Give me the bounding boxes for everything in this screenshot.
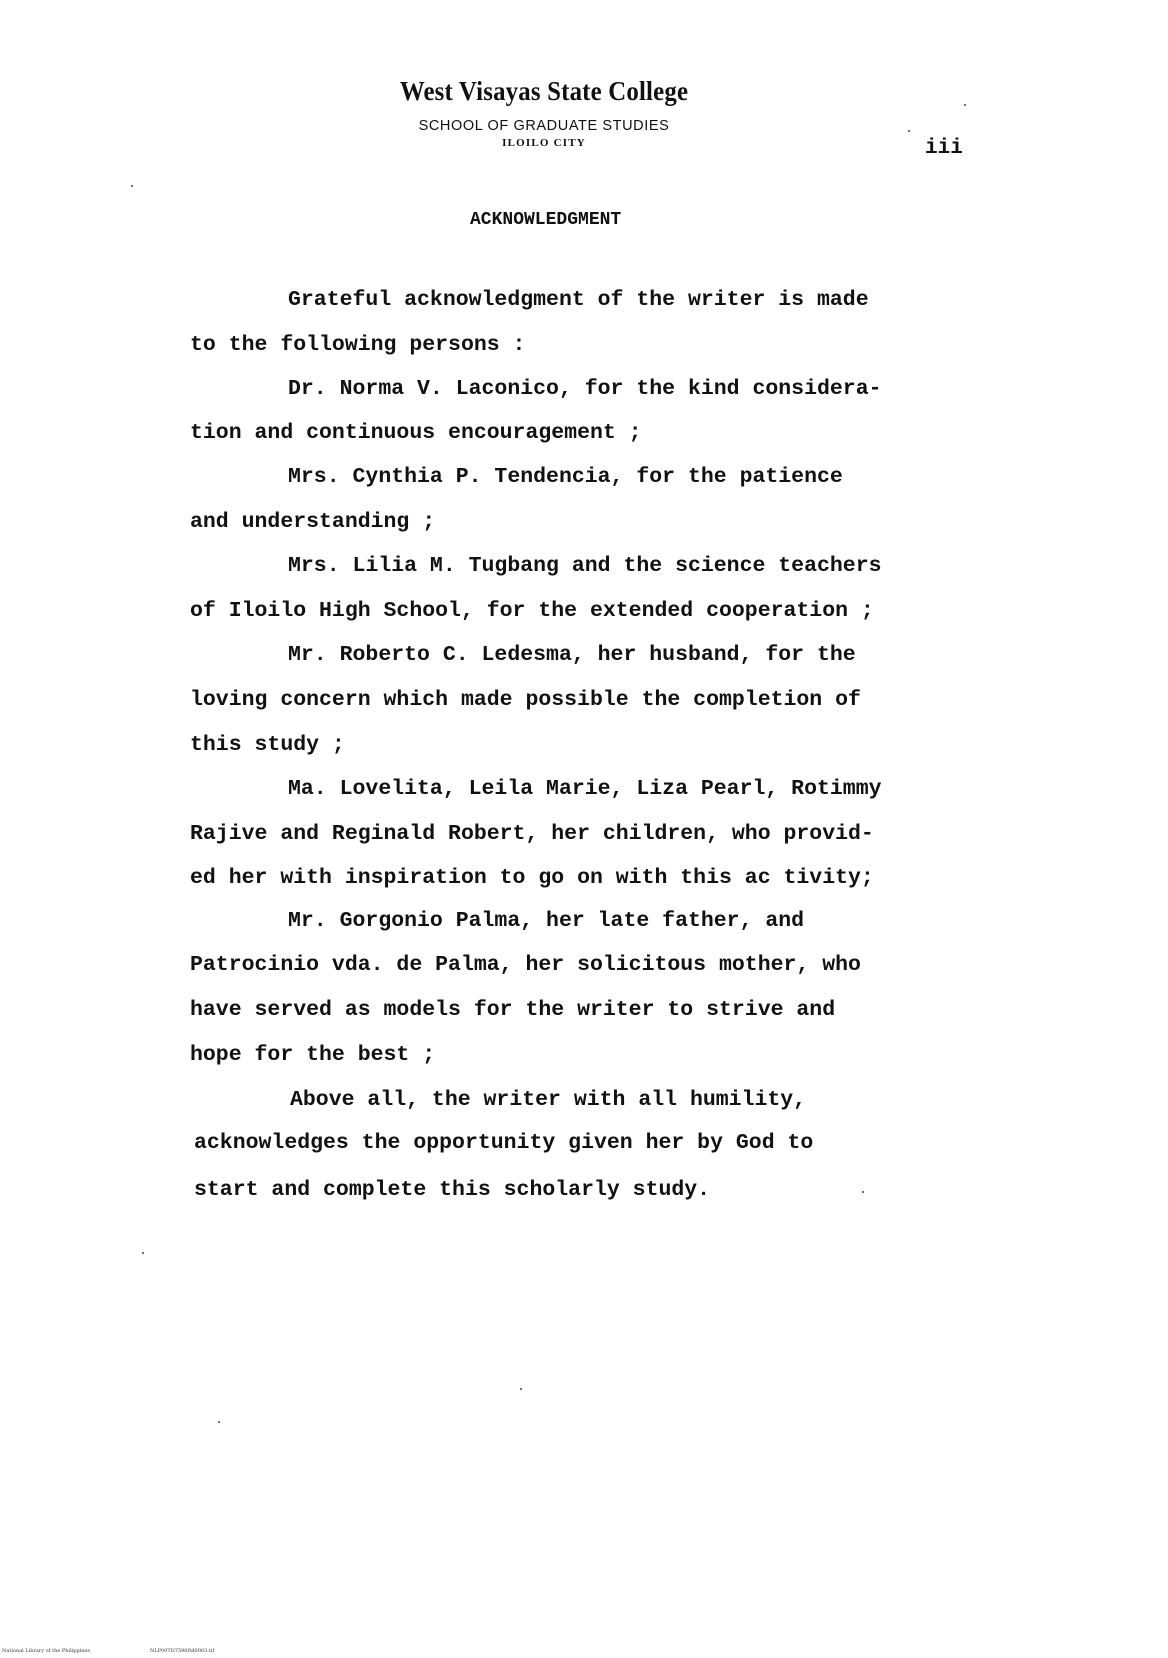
body-line: Mrs. Cynthia P. Tendencia, for the patience: [288, 465, 843, 489]
scan-speck: [142, 1252, 144, 1254]
body-line: Mrs. Lilia M. Tugbang and the science teachers: [288, 554, 882, 578]
body-line: of Iloilo High School, for the extended cooperation ;: [190, 599, 874, 623]
body-line: loving concern which made possible the completion of: [190, 688, 861, 712]
body-line: Above all, the writer with all humility,: [290, 1088, 807, 1112]
body-line: Grateful acknowledgment of the writer is made: [288, 288, 869, 312]
body-line: have served as models for the writer to strive and: [190, 998, 836, 1022]
institution-name: West Visayas State College: [399, 76, 689, 106]
body-line: to the following persons :: [190, 333, 526, 357]
scan-speck: [908, 130, 910, 132]
scan-speck: [862, 1191, 864, 1193]
footer-library: National Library of the Philippines: [2, 1648, 91, 1654]
page-number: iii: [925, 137, 963, 160]
body-line: start and complete this scholarly study.: [194, 1178, 711, 1202]
scan-speck: [218, 1421, 220, 1423]
scan-speck: [520, 1388, 522, 1390]
body-line: Mr. Roberto C. Ledesma, her husband, for the: [288, 643, 856, 667]
body-line: Patrocinio vda. de Palma, her solicitous mother, who: [190, 953, 861, 977]
body-line: ed her with inspiration to go on with this ac tivity;: [190, 866, 874, 890]
body-line: this study ;: [190, 733, 345, 757]
body-line: hope for the best ;: [190, 1043, 436, 1067]
body-line: tion and continuous encouragement ;: [190, 421, 642, 445]
body-line: Mr. Gorgonio Palma, her late father, and: [288, 909, 805, 933]
city-name: ILOILO CITY: [502, 137, 586, 149]
body-line: Rajive and Reginald Robert, her children, who provid-: [190, 822, 874, 846]
scan-speck: [131, 185, 133, 187]
body-line: acknowledges the opportunity given her by God to: [194, 1131, 814, 1155]
body-line: and understanding ;: [190, 510, 436, 534]
footer-file: NLP00TD7596ftd0003.tif: [150, 1648, 215, 1654]
school-name: SCHOOL OF GRADUATE STUDIES: [418, 118, 670, 134]
scan-speck: [964, 104, 966, 106]
body-line: Ma. Lovelita, Leila Marie, Liza Pearl, Rotimmy: [288, 777, 882, 801]
body-line: Dr. Norma V. Laconico, for the kind considera-: [288, 377, 882, 401]
page-heading: ACKNOWLEDGMENT: [470, 210, 622, 230]
